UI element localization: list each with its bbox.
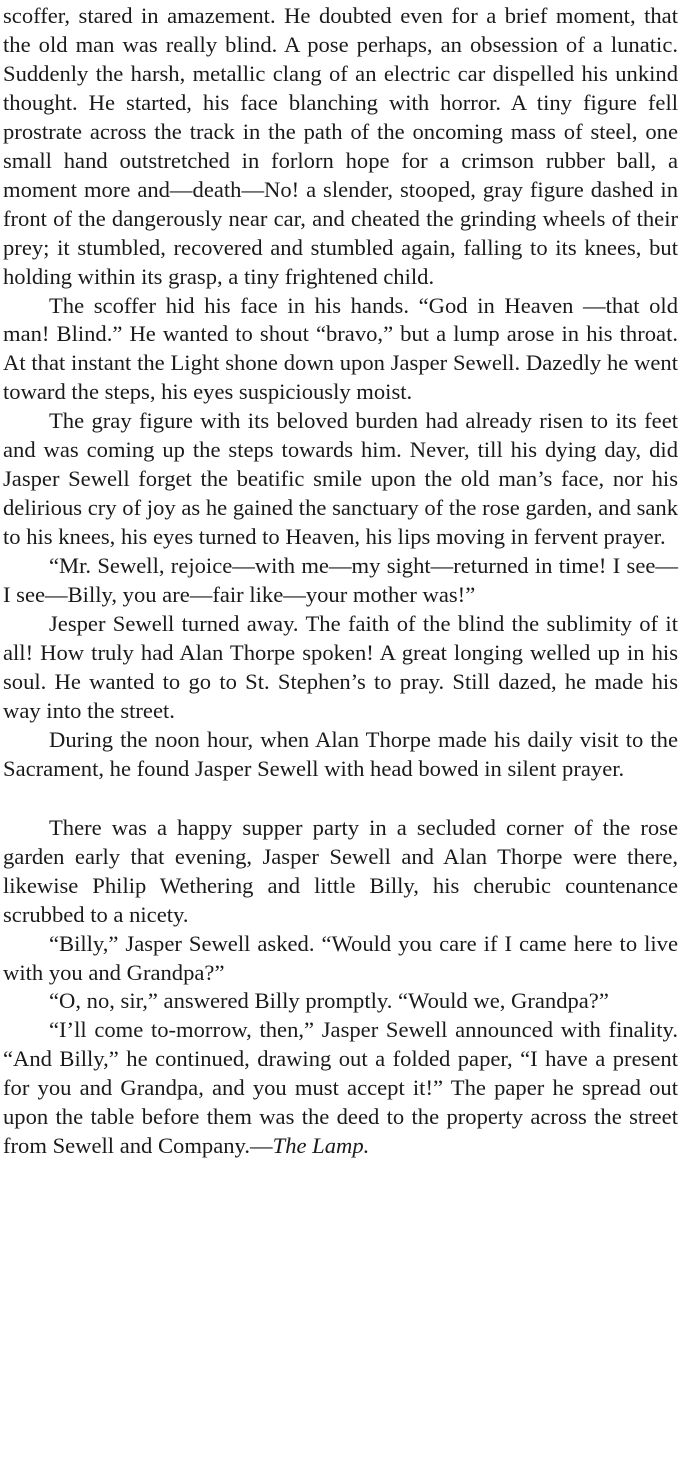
paragraph-7: There was a happy supper party in a secluded corner of the rose garden early that evening, Jasper Sewell and Alan Thorpe were there, likewise Philip Wethering and little Billy, his cherubic countenance scrubbed to a nicety. xyxy=(3,814,678,927)
paragraph-8: “Billy,” Jasper Sewell asked. “Would you care if I came here to live with you and Grandpa?” xyxy=(3,930,678,985)
paragraph-3: The gray figure with its beloved burden had already risen to its feet and was coming up the steps towards him. Never, till his dying day, did Jasper Sewell forget the beatific smile upon the old man’s face, nor his delirious cry of joy as he gained the sanctuary of the rose garden, and sank to his knees, his eyes turned to Heaven, his lips moving in fervent prayer. xyxy=(3,408,678,550)
paragraph-5: Jesper Sewell turned away. The faith of the blind the sublimity of it all! How truly had Alan Thorpe spoken! A great longing welled up in his soul. He wanted to go to St. Stephen’s to pray. Still dazed, he made his way into the street. xyxy=(3,611,678,723)
source-attribution: The Lamp. xyxy=(272,1133,370,1159)
section-break xyxy=(3,784,678,814)
paragraph-4: “Mr. Sewell, rejoice—with me—my sight—returned in time! I see—I see—Billy, you are—fair like—your mother was!” xyxy=(3,553,678,608)
paragraph-1: scoffer, stared in amazement. He doubted even for a brief moment, that the old man was really blind. A pose perhaps, an obsession of a lunatic. Suddenly the harsh, metallic clang of an electric car dispelled his unkind thought. He started, his face blanching with horror. A tiny figure fell prostrate across the track in the path of the oncoming mass of steel, one small hand outstretched in forlorn hope for a crimson rubber ball, a moment more and—death—No! a slender, stooped, gray figure dashed in front of the dangerously near car, and cheated the grinding wheels of their prey; it stumbled, recovered and stumbled again, falling to its knees, but holding within its grasp, a tiny frightened child. xyxy=(3,3,678,289)
paragraph-final xyxy=(3,1016,678,1161)
final-paragraph-text: “I’ll come to-morrow, then,” Jasper Sewell announced with finality. “And Billy,” he continued, drawing out a folded paper, “I have a present for you and Grandpa, and you must accept it!” The paper he spread out upon the table before them was the deed to the property across the street from Sewell and Company.— xyxy=(3,1017,678,1159)
article-page xyxy=(3,2,678,1161)
paragraph-2: The scoffer hid his face in his hands. “God in Heaven —that old man! Blind.” He wanted to shout “bravo,” but a lump arose in his throat. At that instant the Light shone down upon Jasper Sewell. Dazedly he went toward the steps, his eyes suspiciously moist. xyxy=(3,292,678,405)
paragraph-9: “O, no, sir,” answered Billy promptly. “Would we, Grandpa?” xyxy=(49,988,609,1014)
paragraph-6: During the noon hour, when Alan Thorpe made his daily visit to the Sacrament, he found Jasper Sewell with head bowed in silent prayer. xyxy=(3,726,678,781)
